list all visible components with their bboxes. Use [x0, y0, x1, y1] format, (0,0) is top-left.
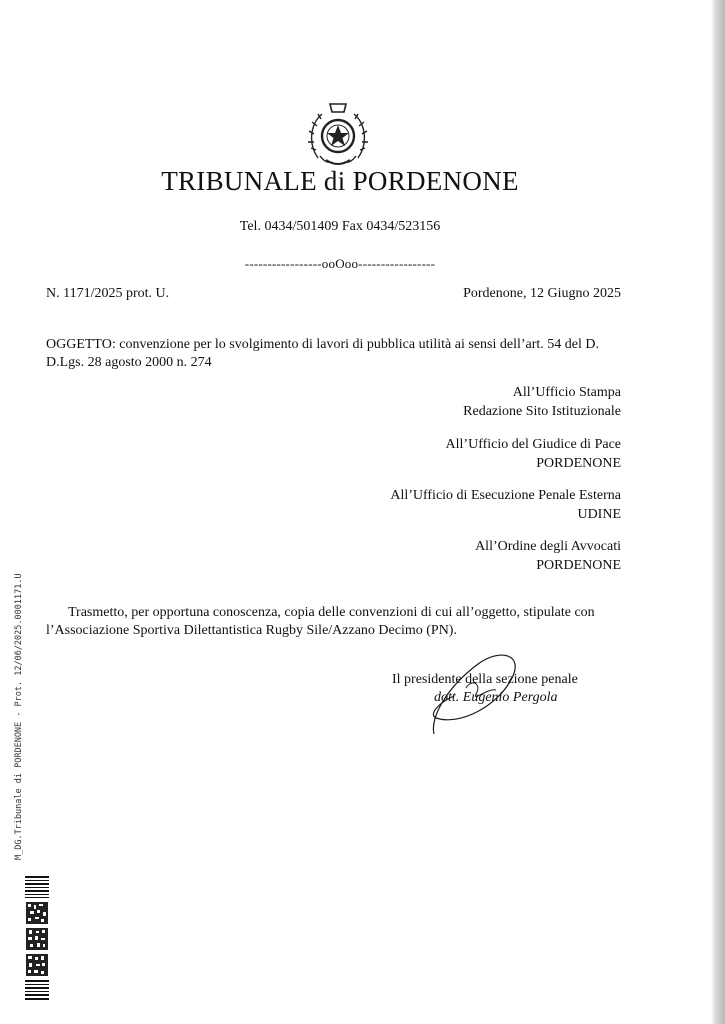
signatory-name: dott. Eugenio Pergola: [434, 690, 558, 705]
datamatrix-barcode-icon: [25, 876, 49, 1000]
recipient-line: All’Ordine degli Avvocati: [475, 539, 621, 554]
subject-line: OGGETTO: convenzione per lo svolgimento di lavori di pubblica utilità ai sensi dell’art. 54 del D. D.Lgs. 28 agosto 2000 n. 274: [46, 337, 600, 370]
italian-republic-emblem-icon: [306, 100, 370, 170]
recipient-line: Redazione Sito Istituzionale: [463, 403, 621, 419]
recipient-block: [446, 436, 621, 473]
recipient-line: All’Ufficio Stampa: [512, 385, 621, 400]
signatory-role: Il presidente della sezione penale: [392, 672, 578, 687]
recipient-line: PORDENONE: [536, 557, 621, 573]
handwritten-signature-icon: [426, 648, 526, 740]
recipient-line: All’Ufficio del Giudice di Pace: [445, 437, 621, 452]
protocol-number: N. 1171/2025 prot. U.: [46, 286, 170, 301]
recipient-block: [390, 487, 621, 524]
contact-numbers: Tel. 0434/501409 Fax 0434/523156: [239, 219, 441, 234]
body-paragraph: Trasmetto, per opportuna conoscenza, copia delle convenzioni di cui all’oggetto, stipulate con l’Associazione Sportiva Dilettantistica Rugby Sile/Azzano Decimo (PN).: [46, 605, 595, 638]
recipient-line: UDINE: [577, 506, 621, 522]
recipient-block: [463, 384, 621, 421]
place-date: Pordenone, 12 Giugno 2025: [463, 286, 621, 301]
court-title: TRIBUNALE di PORDENONE: [161, 166, 519, 196]
page-edge-shadow: [711, 0, 725, 1024]
recipient-block: [475, 538, 621, 575]
protocol-stamp-text: M_DG.Tribunale di PORDENONE - Prot. 12/06/2025.0001171.U: [14, 573, 24, 860]
letter-body: [46, 604, 631, 639]
header-separator: -----------------ooOoo-----------------: [244, 256, 436, 271]
recipient-line: PORDENONE: [536, 455, 621, 471]
recipient-line: All’Ufficio di Esecuzione Penale Esterna: [390, 488, 621, 503]
